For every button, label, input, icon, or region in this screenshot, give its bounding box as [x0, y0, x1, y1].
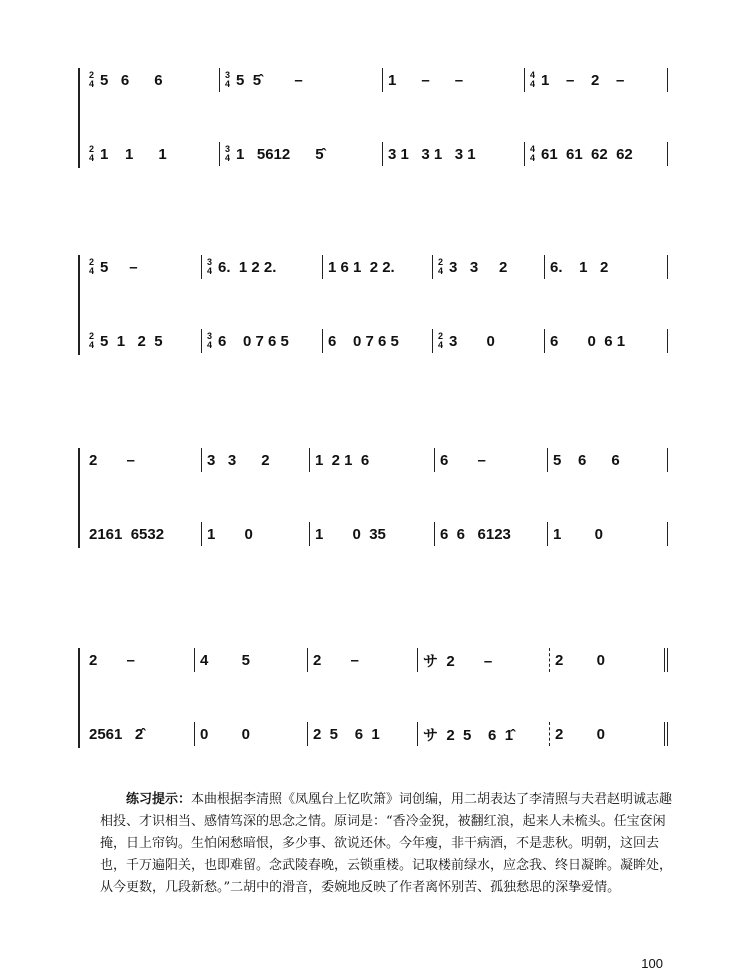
notes: サ 2 – [423, 652, 493, 670]
measure [382, 68, 524, 92]
notes: 6. 1 2 2. [218, 258, 277, 276]
lower-staff [84, 142, 668, 166]
measure [544, 255, 668, 279]
notes: 6 0 6 1 [550, 332, 626, 350]
practice-tip-body: 本曲根据李清照《凤凰台上忆吹箫》词创编，用二胡表达了李清照与夫君赵明诚志趣相投、才识相当、感情笃深的思念之情。原词是：“香冷金猊，被翻红浪，起来人未梳头。任宝奁闲掩，日上帘钩。生怕闲愁暗恨，多少事、欲说还休。今年瘦，非干病酒，不是悲秋。明朝，这回去也，千万遍阳关，也即难留。念武陵春晚，云锁重楼。记取楼前绿水，应念我、终日凝眸。凝眸处，从今更数，几段新愁。”二胡中的滑音，委婉地反映了作者离怀别苦、孤独愁思的深挚爱情。 [100, 792, 673, 895]
notes: 1 0 35 [315, 525, 386, 543]
notes: 2 – [89, 451, 135, 469]
time-sig-numerator: 4 [530, 144, 536, 154]
system-brace [78, 448, 83, 548]
lower-staff [84, 722, 668, 746]
time-signature [89, 258, 94, 276]
notes: 6 6 6123 [440, 525, 511, 543]
time-sig-denominator: 4 [225, 79, 231, 89]
notes: 5 – [100, 258, 138, 276]
time-signature [207, 332, 212, 350]
system-brace [78, 648, 83, 748]
practice-tip-label: 练习提示： [126, 792, 192, 807]
time-signature [225, 145, 230, 163]
lower-staff [84, 329, 668, 353]
notes: 1 0 [207, 525, 253, 543]
time-signature [89, 71, 94, 89]
measure [84, 142, 219, 166]
lower-staff [84, 522, 668, 546]
measure [432, 255, 544, 279]
notes: 2 – [313, 651, 359, 669]
notes: 3 1 3 1 3 1 [388, 145, 476, 163]
notes: 6 – [440, 451, 486, 469]
time-sig-numerator: 2 [89, 331, 95, 341]
measure [549, 648, 668, 672]
measure [84, 522, 201, 546]
time-sig-numerator: 3 [207, 331, 213, 341]
notes: 5 5̂ – [236, 71, 303, 89]
time-sig-numerator: 2 [89, 70, 95, 80]
time-sig-denominator: 4 [438, 266, 444, 276]
measure [417, 722, 549, 746]
time-signature [225, 71, 230, 89]
barline [667, 142, 668, 166]
notes: 6 0 7 6 5 [328, 332, 399, 350]
barline [667, 255, 668, 279]
notes: 6 0 7 6 5 [218, 332, 289, 350]
time-sig-denominator: 4 [89, 266, 95, 276]
measure [201, 255, 322, 279]
upper-staff [84, 448, 668, 472]
time-signature [530, 145, 535, 163]
time-sig-denominator: 4 [207, 340, 213, 350]
system-3 [78, 448, 668, 548]
time-sig-denominator: 4 [225, 153, 231, 163]
measure [84, 448, 201, 472]
notes: 1 6 1 2 2. [328, 258, 395, 276]
time-sig-denominator: 4 [530, 79, 536, 89]
time-signature [207, 258, 212, 276]
time-sig-numerator: 2 [89, 144, 95, 154]
notes: 1 2 1 6 [315, 451, 370, 469]
notes: 1 – – [388, 71, 464, 89]
measure [307, 722, 417, 746]
notes: 4 5 [200, 651, 251, 669]
notes: 3 3 2 [207, 451, 270, 469]
measure [549, 722, 668, 746]
time-sig-numerator: 3 [225, 144, 231, 154]
measure [307, 648, 417, 672]
measure [201, 448, 309, 472]
measure [84, 722, 194, 746]
notes: 3 0 [449, 332, 495, 350]
notes: 2 0 [555, 651, 606, 669]
barline [667, 329, 668, 353]
measure [322, 255, 432, 279]
measure [309, 448, 434, 472]
notes: 1 5612 5̂ [236, 145, 324, 163]
time-signature [89, 332, 94, 350]
barline [658, 648, 668, 672]
practice-tip [100, 789, 675, 899]
measure [201, 522, 309, 546]
time-signature [438, 332, 443, 350]
measure [434, 522, 547, 546]
notes: 2161 6532 [89, 525, 165, 543]
time-sig-numerator: 2 [438, 331, 444, 341]
time-sig-numerator: 2 [438, 257, 444, 267]
barline [667, 68, 668, 92]
system-2 [78, 255, 668, 355]
measure [201, 329, 322, 353]
measure [194, 648, 307, 672]
system-brace [78, 255, 83, 355]
measure [524, 68, 668, 92]
notes: 2 – [89, 651, 135, 669]
measure [309, 522, 434, 546]
time-sig-denominator: 4 [207, 266, 213, 276]
measure [547, 448, 668, 472]
time-sig-denominator: 4 [89, 153, 95, 163]
barline [658, 722, 668, 746]
time-signature [530, 71, 535, 89]
notes: 2 5 6 1 [313, 725, 380, 743]
barline [667, 522, 668, 546]
time-sig-numerator: 3 [225, 70, 231, 80]
system-1 [78, 68, 668, 168]
measure [84, 255, 201, 279]
measure [84, 68, 219, 92]
page-number: 100 [641, 956, 663, 968]
notes: サ 2 5 6 1̂ [423, 726, 514, 744]
measure [432, 329, 544, 353]
measure [219, 142, 382, 166]
measure [434, 448, 547, 472]
notes: 5 6 6 [100, 71, 163, 89]
notes: 5 6 6 [553, 451, 620, 469]
notes: 61 61 62 62 [541, 145, 633, 163]
measure [544, 329, 668, 353]
time-signature [438, 258, 443, 276]
time-sig-denominator: 4 [89, 340, 95, 350]
time-sig-denominator: 4 [89, 79, 95, 89]
measure [84, 329, 201, 353]
time-sig-denominator: 4 [438, 340, 444, 350]
system-brace [78, 68, 83, 168]
measure [322, 329, 432, 353]
system-4 [78, 648, 668, 748]
notes: 2561 2̂ [89, 725, 144, 743]
notes: 0 0 [200, 725, 251, 743]
time-signature [89, 145, 94, 163]
notes: 5 1 2 5 [100, 332, 163, 350]
upper-staff [84, 648, 668, 672]
time-sig-numerator: 4 [530, 70, 536, 80]
measure [382, 142, 524, 166]
notes: 1 – 2 – [541, 71, 625, 89]
measure [547, 522, 668, 546]
notes: 1 0 [553, 525, 604, 543]
measure [84, 648, 194, 672]
measure [219, 68, 382, 92]
barline [667, 448, 668, 472]
measure [417, 648, 549, 672]
measure [194, 722, 307, 746]
notes: 1 1 1 [100, 145, 167, 163]
notes: 3 3 2 [449, 258, 508, 276]
notes: 2 0 [555, 725, 606, 743]
upper-staff [84, 68, 668, 92]
time-sig-denominator: 4 [530, 153, 536, 163]
notes: 6. 1 2 [550, 258, 609, 276]
measure [524, 142, 668, 166]
time-sig-numerator: 2 [89, 257, 95, 267]
time-sig-numerator: 3 [207, 257, 213, 267]
upper-staff [84, 255, 668, 279]
